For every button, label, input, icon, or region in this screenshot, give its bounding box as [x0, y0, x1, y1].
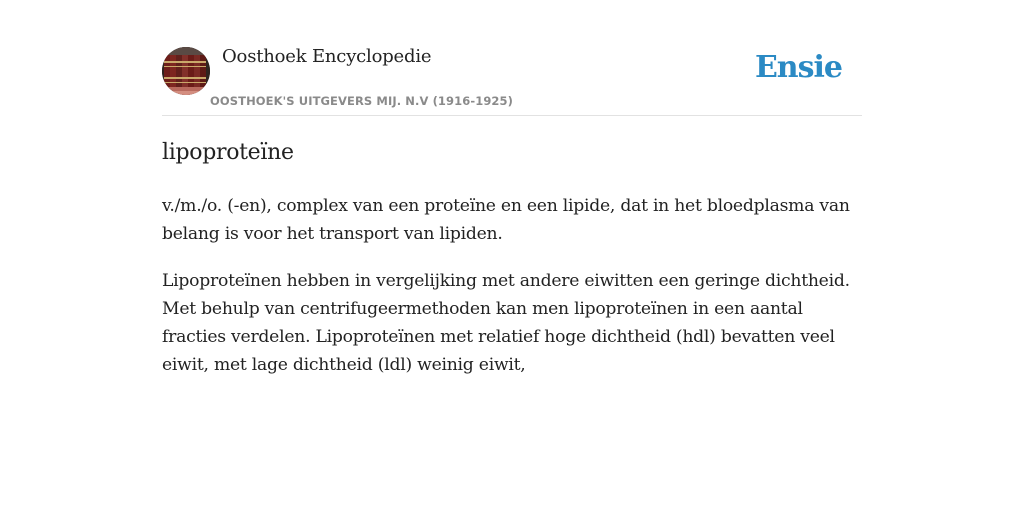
- entry-title: lipoproteïne: [162, 140, 294, 165]
- publication-title[interactable]: Oosthoek Encyclopedie: [222, 46, 432, 67]
- page-container: [162, 0, 862, 375]
- entry-paragraph-2: Lipoproteïnen hebben in vergelijking met andere eiwitten een geringe dichtheid. Met behulp van centrifugeermethoden kan men lipoproteïnen in een aantal fracties verdelen. Lipoproteïnen met relatief hoge dichtheid (hdl) bevatten veel eiwit, met lage dichtheid (ldl) weinig eiwit,: [162, 271, 850, 375]
- bookshelf-icon: [162, 47, 210, 95]
- publisher-subtitle: OOSTHOEK'S UITGEVERS MIJ. N.V (1916-1925): [210, 94, 513, 108]
- entry-paragraph-1: v./m./o. (-en), complex van een proteïne en een lipide, dat in het bloedplasma van belang is voor het transport van lipiden.: [162, 196, 850, 244]
- ensie-logo[interactable]: Ensie: [754, 50, 842, 85]
- publication-header: [162, 0, 862, 116]
- publication-avatar[interactable]: [162, 47, 210, 95]
